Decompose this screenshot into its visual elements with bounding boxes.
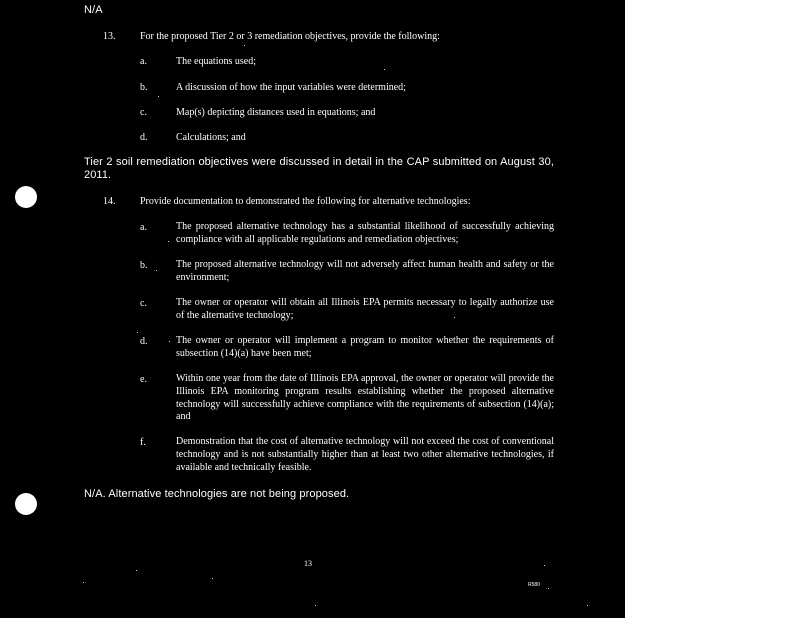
scan-speck (136, 570, 137, 571)
binder-hole-bottom (15, 493, 37, 515)
item-13a-letter: a. (140, 56, 147, 67)
response-14: N/A. Alternative technologies are not being proposed. (84, 488, 350, 500)
binder-hole-top (15, 186, 37, 208)
item-13d-text: Calculations; and (176, 132, 246, 143)
scan-speck (544, 565, 545, 566)
item-14d-text: The owner or operator will implement a program to monitor whether the requirements of subsection (14)(a) have been met; (176, 335, 554, 359)
item-14-number: 14. (103, 196, 116, 207)
item-14a-text: The proposed alternative technology has a substantial likelihood of successfully achieving compliance with all applicable regulations and remediation objectives; (176, 221, 554, 245)
scan-speck (83, 582, 84, 583)
item-13c-letter: c. (140, 107, 147, 118)
item-13-text: For the proposed Tier 2 or 3 remediation objectives, provide the following: (140, 31, 440, 42)
scan-speck (244, 45, 245, 46)
item-14-text: Provide documentation to demonstrated the following for alternative technologies: (140, 196, 471, 207)
scan-speck (454, 317, 455, 318)
item-14d-letter: d. (140, 336, 148, 347)
response-13: Tier 2 soil remediation objectives were discussed in detail in the CAP submitted on August 30, 2011. (84, 156, 554, 181)
item-13a-text: The equations used; (176, 56, 256, 67)
scan-speck (384, 69, 385, 70)
item-13c-text: Map(s) depicting distances used in equations; and (176, 107, 376, 118)
item-13b-text: A discussion of how the input variables were determined; (176, 82, 406, 93)
page-number: 13 (304, 559, 312, 568)
scan-speck (212, 578, 213, 579)
scan-speck (158, 96, 159, 97)
item-13d-letter: d. (140, 132, 148, 143)
item-14f-letter: f. (140, 437, 146, 448)
item-14a-letter: a. (140, 222, 147, 233)
scan-speck (548, 588, 549, 589)
scan-speck (587, 605, 588, 606)
item-13-number: 13. (103, 31, 116, 42)
item-14e-letter: e. (140, 374, 147, 385)
scan-speck (137, 332, 138, 333)
scan-speck (315, 605, 316, 606)
scan-speck (168, 241, 169, 242)
item-14c-letter: c. (140, 298, 147, 309)
item-13b-letter: b. (140, 82, 148, 93)
scan-speck (169, 341, 170, 342)
item-14e-text: Within one year from the date of Illinois EPA approval, the owner or operator will provide the Illinois EPA monitoring program results establishing whether the proposed alternative technology will successfully achieve compliance with the requirements of subsection (14)(a); and (176, 373, 554, 423)
item-14b-text: The proposed alternative technology will not adversely affect human health and safety or the environment; (176, 259, 554, 283)
top-note: N/A (84, 4, 103, 16)
item-14f-text: Demonstration that the cost of alternative technology will not exceed the cost of conventional technology and is not substantially higher than at least two other alternative technologies, if available and technically feasible. (176, 436, 554, 473)
item-14c-text: The owner or operator will obtain all Illinois EPA permits necessary to legally authorize use of the alternative technology; (176, 297, 554, 321)
scan-speck (156, 270, 157, 271)
item-14b-letter: b. (140, 260, 148, 271)
corner-mark: R580 (528, 582, 540, 588)
